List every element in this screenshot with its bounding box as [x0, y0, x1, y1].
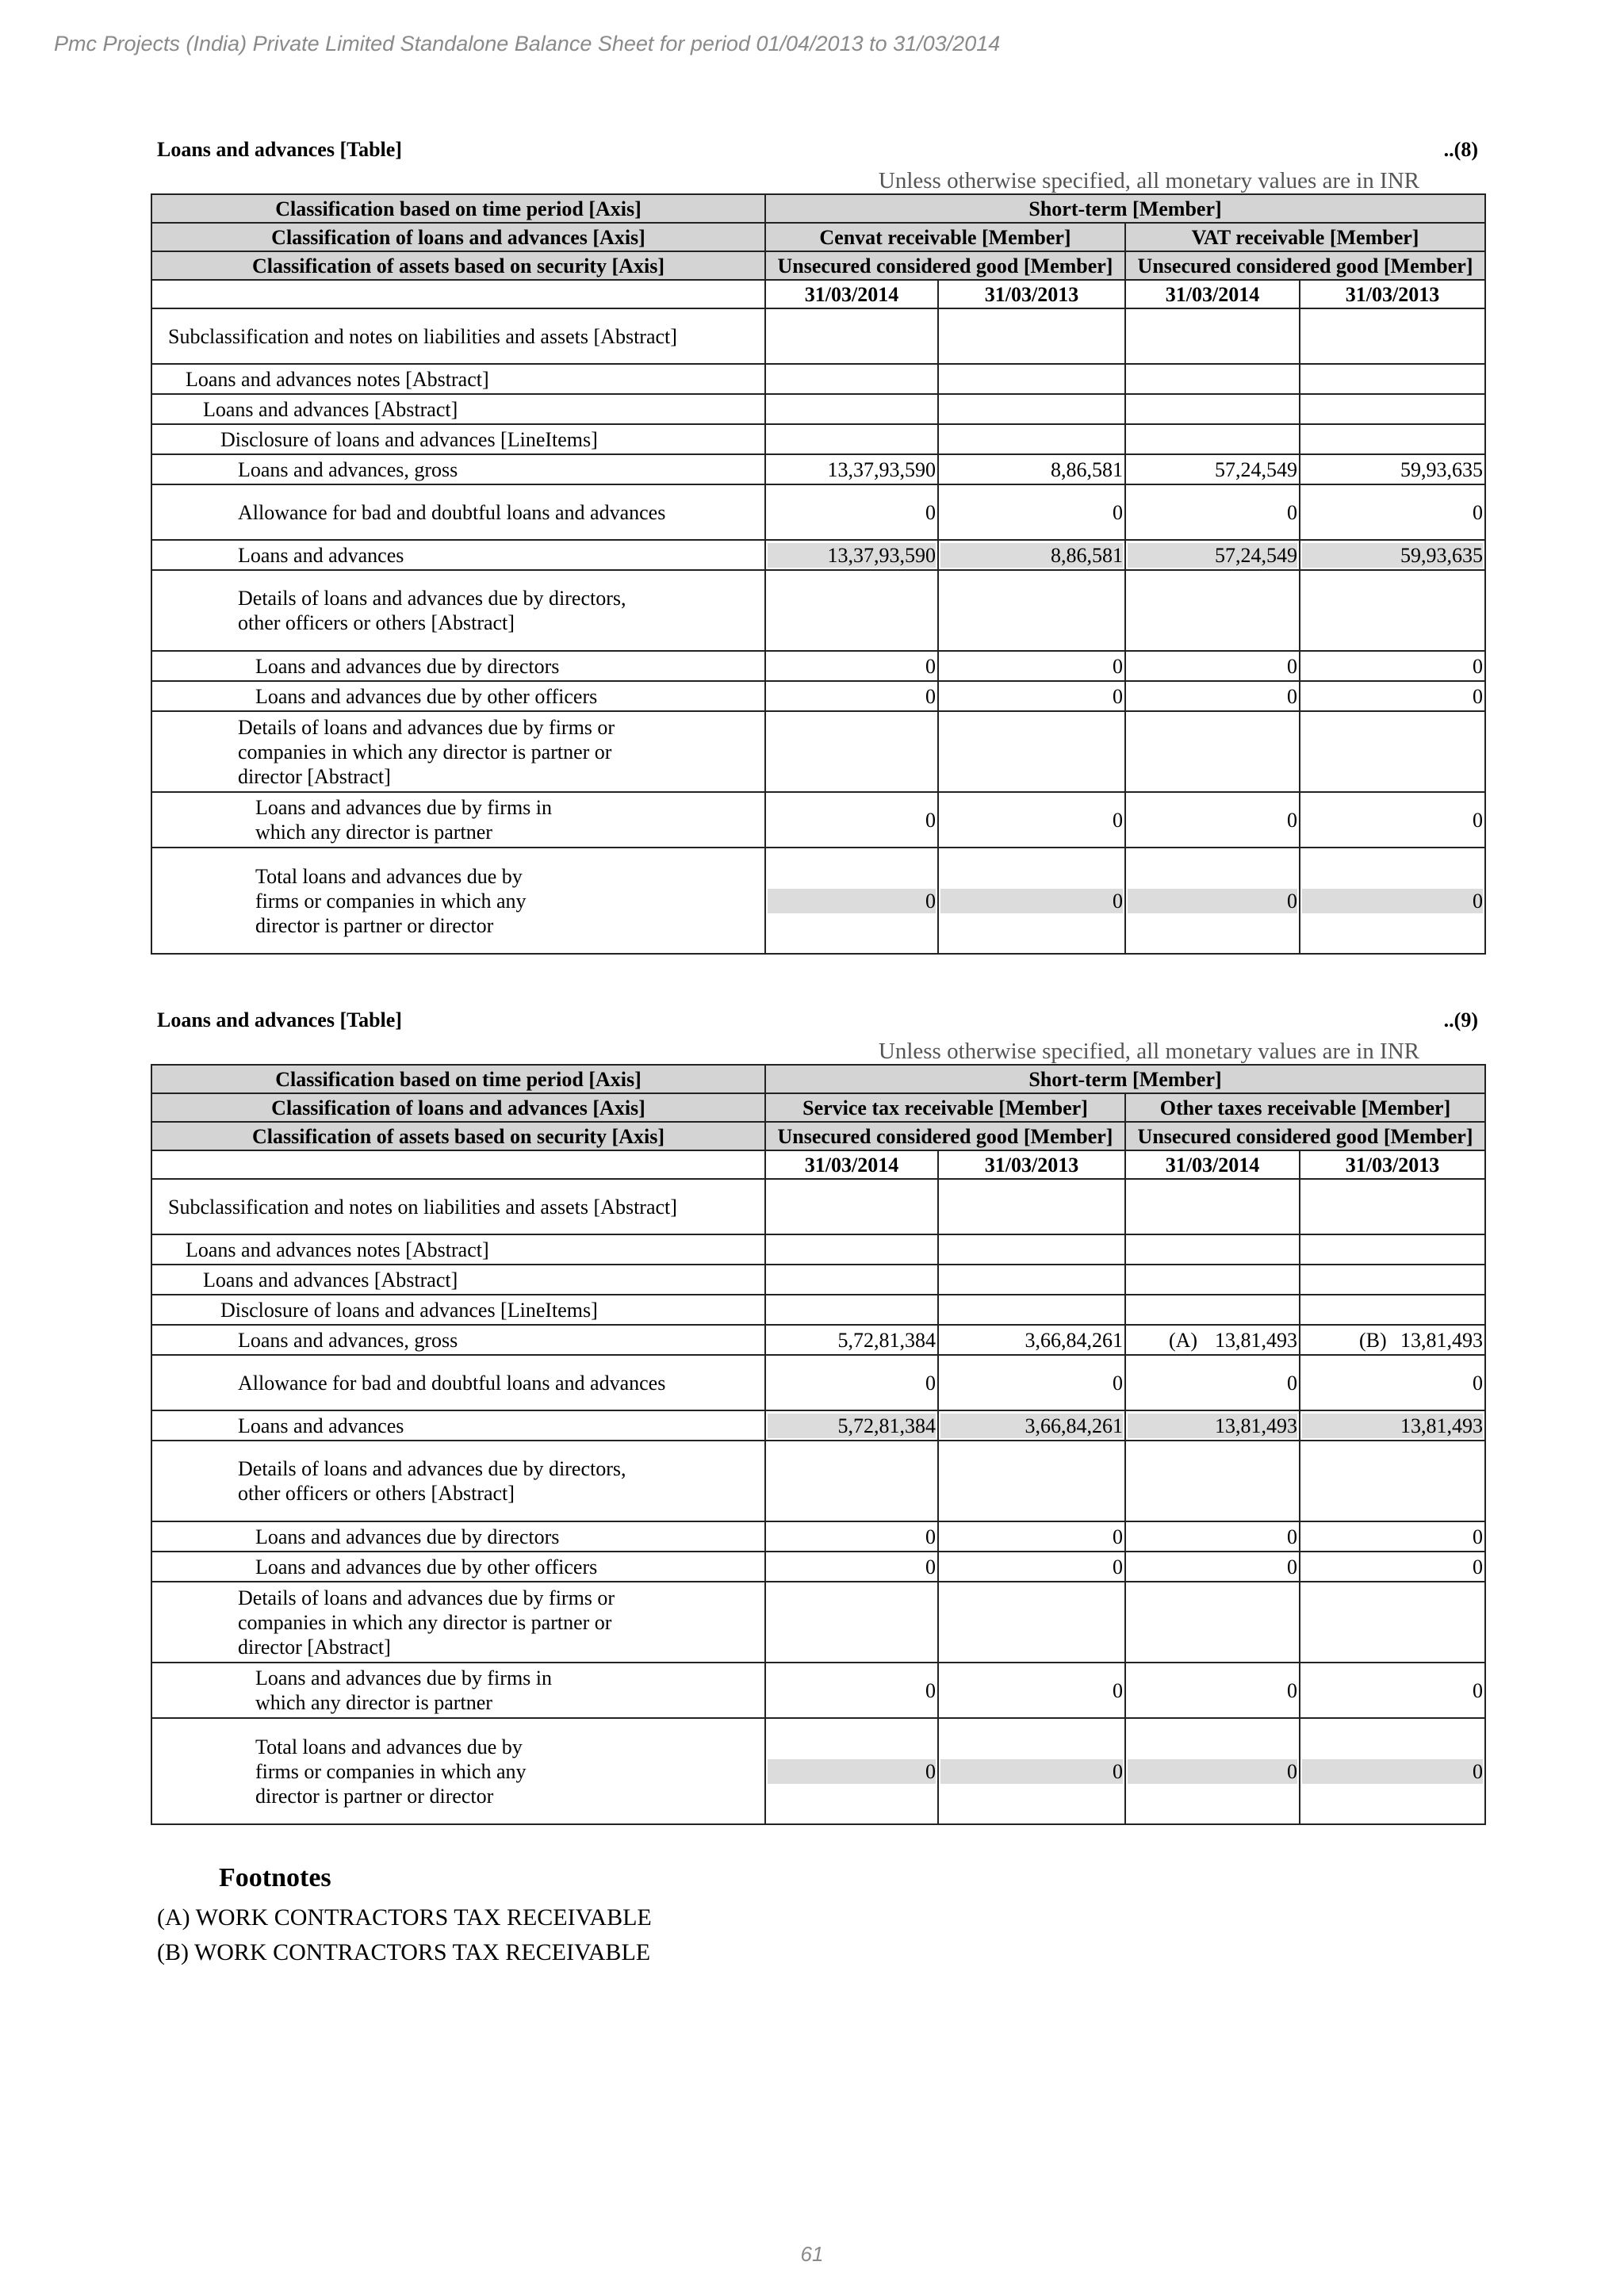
value-cell: 0	[1128, 1759, 1297, 1784]
page-header: Pmc Projects (India) Private Limited Standalone Balance Sheet for period 01/04/2013 to 31/03/2014	[54, 32, 1001, 55]
row-label: Loans and advances due by directors	[151, 1521, 765, 1552]
value-cell: 0	[938, 1663, 1125, 1718]
value-cell: 0	[768, 889, 936, 913]
value-cell: 0	[1125, 792, 1300, 848]
row-label: Total loans and advances due by firms or companies in which any director is partner or director	[151, 1718, 765, 1824]
value-cell: 13,81,493	[1302, 1414, 1483, 1438]
value-cell: 0	[1125, 651, 1300, 681]
value-cell: 0	[1128, 889, 1297, 913]
table-row	[151, 1325, 1485, 1355]
table-row	[151, 1718, 1485, 1824]
table-row	[151, 1265, 1485, 1295]
value-cell: 0	[938, 651, 1125, 681]
value-cell	[1300, 1325, 1485, 1355]
table-title: Loans and advances [Table]	[157, 1008, 402, 1031]
table-row	[151, 1521, 1485, 1552]
empty-cell	[151, 280, 765, 308]
table-row	[151, 1663, 1485, 1718]
table-row	[151, 681, 1485, 711]
value-cell: 0	[938, 1521, 1125, 1552]
table-row	[151, 1295, 1485, 1325]
value-cell: 0	[1300, 792, 1485, 848]
date-header: 31/03/2013	[1300, 280, 1485, 308]
table-row	[151, 1234, 1485, 1265]
value-cell: 0	[1125, 681, 1300, 711]
value-cell: 0	[938, 792, 1125, 848]
value-cell: 0	[1300, 1355, 1485, 1410]
row-label: Details of loans and advances due by firms or companies in which any director is partner or director [Abstract]	[151, 1582, 765, 1663]
value-cell: 0	[940, 889, 1123, 913]
row-label: Loans and advances due by firms in which any director is partner	[151, 1663, 765, 1718]
row-label: Loans and advances	[151, 1410, 765, 1441]
unsecured-member-a: Unsecured considered good [Member]	[765, 1122, 1125, 1150]
date-header: 31/03/2014	[765, 1150, 938, 1179]
value-text: 13,81,493	[1400, 1328, 1484, 1352]
row-label: Subclassification and notes on liabilities and assets [Abstract]	[151, 1179, 765, 1234]
value-cell: 59,93,635	[1300, 454, 1485, 484]
value-cell: 0	[938, 681, 1125, 711]
table-row	[151, 394, 1485, 424]
value-cell: 0	[765, 681, 938, 711]
loans-advances-table-9	[151, 1064, 1486, 1825]
table-row	[151, 1355, 1485, 1410]
table-number: ..(9)	[1443, 1008, 1478, 1031]
value-cell: 0	[765, 1663, 938, 1718]
table-row	[151, 1179, 1485, 1234]
value-cell: 0	[1302, 1759, 1483, 1784]
date-header: 31/03/2014	[1125, 280, 1300, 308]
table-row	[151, 424, 1485, 454]
value-cell: 0	[765, 484, 938, 540]
value-cell: 0	[1302, 889, 1483, 913]
value-cell: 0	[1300, 484, 1485, 540]
value-cell: 0	[938, 1355, 1125, 1410]
axis-time-period: Classification based on time period [Axis]	[151, 194, 765, 223]
table-row	[151, 651, 1485, 681]
row-label: Loans and advances due by directors	[151, 651, 765, 681]
unsecured-member-b: Unsecured considered good [Member]	[1125, 251, 1485, 280]
loans-advances-table-8-section	[151, 138, 1484, 955]
value-cell: 0	[1300, 681, 1485, 711]
footnote-marker: (B)	[1359, 1328, 1387, 1352]
row-label: Details of loans and advances due by directors, other officers or others [Abstract]	[151, 570, 765, 651]
unit-note: Unless otherwise specified, all monetary values are in INR	[878, 1039, 1419, 1064]
value-cell: 3,66,84,261	[940, 1414, 1123, 1438]
row-label: Subclassification and notes on liabilities and assets [Abstract]	[151, 308, 765, 364]
member-a: Cenvat receivable [Member]	[765, 223, 1125, 251]
table-row	[151, 308, 1485, 364]
value-cell	[1125, 1325, 1300, 1355]
member-a: Service tax receivable [Member]	[765, 1093, 1125, 1122]
loans-advances-table-8	[151, 193, 1486, 955]
table-row	[151, 540, 1485, 570]
value-cell: 0	[1125, 1355, 1300, 1410]
value-text: 13,81,493	[1215, 1328, 1297, 1352]
value-cell: 0	[768, 1759, 936, 1784]
value-cell: 0	[1300, 1521, 1485, 1552]
row-label: Loans and advances notes [Abstract]	[151, 364, 765, 394]
date-header: 31/03/2013	[1300, 1150, 1485, 1179]
table-row	[151, 711, 1485, 792]
row-label: Loans and advances, gross	[151, 454, 765, 484]
row-label: Loans and advances due by other officers	[151, 1552, 765, 1582]
table-row	[151, 570, 1485, 651]
value-cell: 0	[765, 1552, 938, 1582]
unsecured-member-a: Unsecured considered good [Member]	[765, 251, 1125, 280]
row-label: Loans and advances [Abstract]	[151, 1265, 765, 1295]
table-row	[151, 454, 1485, 484]
value-cell: 5,72,81,384	[765, 1325, 938, 1355]
value-cell: 0	[938, 1552, 1125, 1582]
row-label: Details of loans and advances due by directors, other officers or others [Abstract]	[151, 1441, 765, 1521]
footnote-marker: (A)	[1169, 1328, 1198, 1352]
date-header: 31/03/2014	[1125, 1150, 1300, 1179]
axis-loans-classification: Classification of loans and advances [Axis]	[151, 223, 765, 251]
value-cell: 57,24,549	[1125, 454, 1300, 484]
date-header: 31/03/2013	[938, 280, 1125, 308]
page-number: 61	[800, 2242, 824, 2266]
value-cell: 59,93,635	[1302, 543, 1483, 568]
value-cell: 0	[1125, 1552, 1300, 1582]
value-cell: 0	[765, 651, 938, 681]
axis-security: Classification of assets based on security [Axis]	[151, 251, 765, 280]
empty-cell	[151, 1150, 765, 1179]
footnote-item: (B) WORK CONTRACTORS TAX RECEIVABLE	[157, 1939, 651, 1965]
value-cell: 0	[765, 792, 938, 848]
value-cell: 0	[938, 484, 1125, 540]
row-label: Loans and advances	[151, 540, 765, 570]
row-label: Loans and advances due by other officers	[151, 681, 765, 711]
value-cell: 5,72,81,384	[768, 1414, 936, 1438]
member-b: Other taxes receivable [Member]	[1125, 1093, 1485, 1122]
value-cell: 0	[1300, 1552, 1485, 1582]
row-label: Total loans and advances due by firms or companies in which any director is partner or director	[151, 848, 765, 954]
row-label: Loans and advances notes [Abstract]	[151, 1234, 765, 1265]
row-label: Loans and advances due by firms in which any director is partner	[151, 792, 765, 848]
short-term-member: Short-term [Member]	[765, 194, 1485, 223]
value-cell: 57,24,549	[1128, 543, 1297, 568]
value-cell: 0	[1125, 1521, 1300, 1552]
short-term-member: Short-term [Member]	[765, 1065, 1485, 1093]
unsecured-member-b: Unsecured considered good [Member]	[1125, 1122, 1485, 1150]
table-row	[151, 1441, 1485, 1521]
value-cell: 13,37,93,590	[765, 454, 938, 484]
date-header: 31/03/2014	[765, 280, 938, 308]
table-row	[151, 848, 1485, 954]
row-label: Disclosure of loans and advances [LineItems]	[151, 424, 765, 454]
axis-time-period: Classification based on time period [Axis]	[151, 1065, 765, 1093]
unit-note: Unless otherwise specified, all monetary values are in INR	[878, 168, 1419, 193]
value-cell: 0	[1300, 1663, 1485, 1718]
row-label: Details of loans and advances due by firms or companies in which any director is partner or director [Abstract]	[151, 711, 765, 792]
table-row	[151, 364, 1485, 394]
value-cell: 0	[1125, 1663, 1300, 1718]
footnote-item: (A) WORK CONTRACTORS TAX RECEIVABLE	[157, 1904, 652, 1931]
table-row	[151, 1582, 1485, 1663]
row-label: Allowance for bad and doubtful loans and advances	[151, 1355, 765, 1410]
table-row	[151, 1552, 1485, 1582]
table-title: Loans and advances [Table]	[157, 138, 402, 161]
table-row	[151, 1410, 1485, 1441]
value-cell: 13,81,493	[1128, 1414, 1297, 1438]
row-label: Allowance for bad and doubtful loans and advances	[151, 484, 765, 540]
footnotes-title: Footnotes	[219, 1863, 331, 1892]
value-cell: 8,86,581	[940, 543, 1123, 568]
value-cell: 8,86,581	[938, 454, 1125, 484]
value-cell: 0	[940, 1759, 1123, 1784]
value-cell: 3,66,84,261	[938, 1325, 1125, 1355]
row-label: Loans and advances [Abstract]	[151, 394, 765, 424]
table-row	[151, 792, 1485, 848]
date-header: 31/03/2013	[938, 1150, 1125, 1179]
axis-loans-classification: Classification of loans and advances [Axis]	[151, 1093, 765, 1122]
member-b: VAT receivable [Member]	[1125, 223, 1485, 251]
row-label: Loans and advances, gross	[151, 1325, 765, 1355]
value-cell: 0	[765, 1355, 938, 1410]
row-label: Disclosure of loans and advances [LineItems]	[151, 1295, 765, 1325]
footnotes	[157, 1863, 652, 1974]
value-cell: 0	[1300, 651, 1485, 681]
table-number: ..(8)	[1443, 138, 1478, 161]
value-cell: 0	[1125, 484, 1300, 540]
loans-advances-table-9-section	[151, 1008, 1484, 1825]
table-row	[151, 484, 1485, 540]
axis-security: Classification of assets based on security [Axis]	[151, 1122, 765, 1150]
value-cell: 0	[765, 1521, 938, 1552]
value-cell: 13,37,93,590	[768, 543, 936, 568]
